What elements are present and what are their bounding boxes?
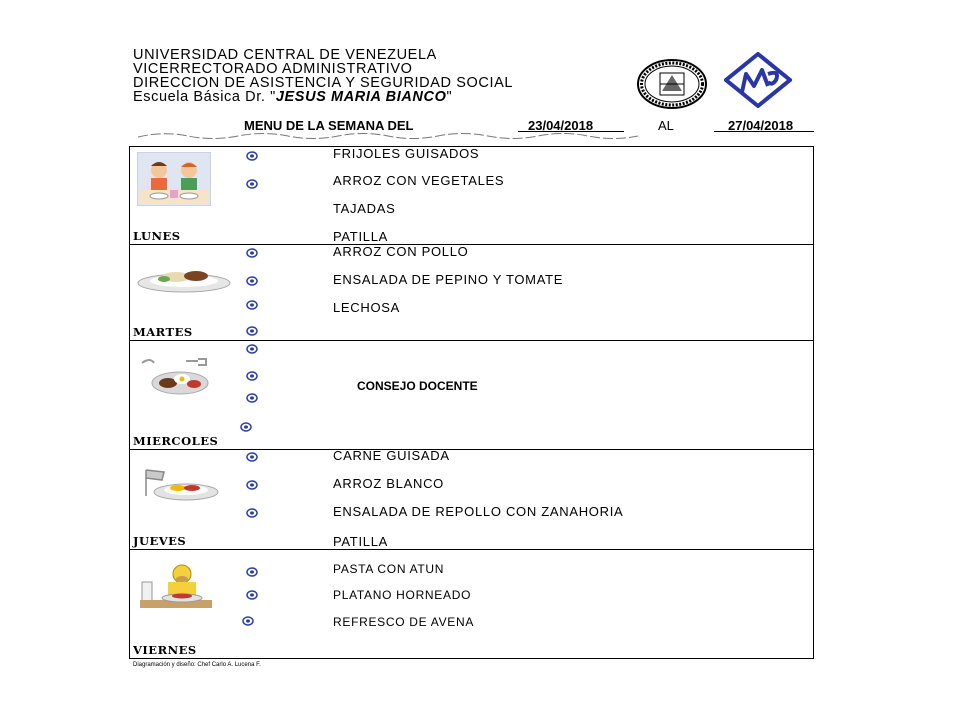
week-label: MENU DE LA SEMANA DEL	[244, 118, 414, 133]
day-name-viernes: VIERNES	[133, 643, 197, 657]
menu-item: PASTA CON ATUN	[333, 562, 445, 576]
institution-name: UNIVERSIDAD CENTRAL DE VENEZUELA	[133, 47, 437, 63]
breakfast-plate-icon	[140, 355, 218, 395]
menu-item: ARROZ CON POLLO	[333, 244, 469, 259]
menu-item: ENSALADA DE PEPINO Y TOMATE	[333, 272, 564, 287]
school-name: JESUS MARIA BIANCO	[275, 89, 447, 105]
person-eating-icon	[138, 562, 214, 610]
school-line	[133, 90, 452, 105]
spiral-bullet-icon	[246, 151, 258, 161]
day-name-lunes: LUNES	[133, 229, 181, 243]
school-prefix: Escuela Básica Dr. "	[133, 89, 276, 105]
menu-item: PATILLA	[333, 534, 388, 549]
menu-item: LECHOSA	[333, 300, 401, 315]
day-name-martes: MARTES	[133, 325, 193, 339]
school-logo-icon	[724, 52, 792, 108]
day-row-miercoles	[129, 340, 814, 450]
kids-eating-icon	[137, 152, 211, 206]
plate-of-food-icon	[136, 265, 232, 293]
spiral-bullet-icon	[246, 590, 258, 600]
day-row-martes	[129, 244, 814, 341]
spiral-bullet-icon	[246, 371, 258, 381]
menu-item: CARNE GUISADA	[333, 448, 450, 463]
day-row-lunes	[129, 146, 814, 245]
menu-item: FRIJOLES GUISADOS	[333, 146, 480, 161]
spiral-bullet-icon	[246, 480, 258, 490]
spiral-bullet-icon	[242, 616, 254, 626]
day-name-jueves: JUEVES	[133, 534, 187, 548]
spiral-bullet-icon	[246, 326, 258, 336]
direction: DIRECCION DE ASISTENCIA Y SEGURIDAD SOCIAL	[133, 75, 514, 91]
plate-with-cutlery-icon	[136, 466, 222, 502]
school-suffix: "	[446, 89, 453, 105]
week-connector: AL	[658, 118, 674, 133]
vice-rectorate: VICERRECTORADO ADMINISTRATIVO	[133, 61, 413, 77]
day-name-miercoles: MIERCOLES	[133, 434, 219, 448]
menu-item: PATILLA	[333, 229, 388, 244]
menu-item: PLATANO HORNEADO	[333, 588, 472, 602]
special-event-note: CONSEJO DOCENTE	[357, 379, 478, 393]
menu-item: ARROZ CON VEGETALES	[333, 173, 505, 188]
spiral-bullet-icon	[246, 179, 258, 189]
day-row-viernes	[129, 549, 814, 659]
spiral-bullet-icon	[246, 344, 258, 354]
spiral-bullet-icon	[246, 452, 258, 462]
spiral-bullet-icon	[246, 300, 258, 310]
week-to-date: 27/04/2018	[728, 118, 794, 133]
spiral-bullet-icon	[246, 508, 258, 518]
day-row-jueves	[129, 449, 814, 550]
menu-item: ENSALADA DE REPOLLO CON ZANAHORIA	[333, 504, 624, 519]
menu-item: REFRESCO DE AVENA	[333, 615, 475, 629]
week-from-date: 23/04/2018	[528, 118, 594, 133]
decorative-wave-line	[138, 129, 638, 139]
menu-item: ARROZ BLANCO	[333, 476, 444, 491]
spiral-bullet-icon	[246, 567, 258, 577]
spiral-bullet-icon	[246, 248, 258, 258]
credits-footer: Diagramación y diseño: Chef Carlo A. Lucena F.	[133, 662, 261, 668]
spiral-bullet-icon	[246, 276, 258, 286]
menu-item: TAJADAS	[333, 201, 396, 216]
spiral-bullet-icon	[240, 422, 252, 432]
university-seal-icon	[636, 58, 708, 110]
spiral-bullet-icon	[246, 393, 258, 403]
